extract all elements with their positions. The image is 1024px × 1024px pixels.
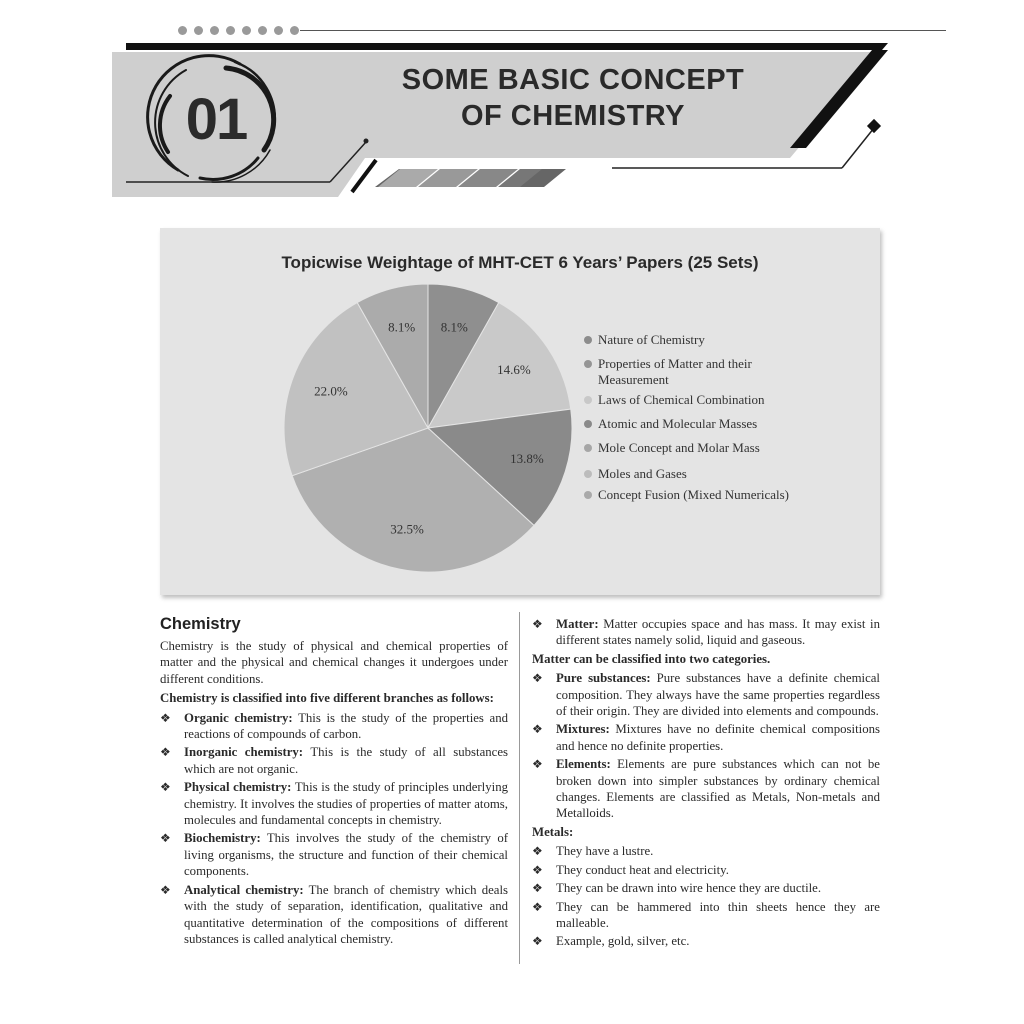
pie-data-label: 22.0%: [314, 383, 348, 399]
categories-list: [532, 670, 880, 822]
term-text: Pure substances have a definite chemical composition. They always have the same properties regardless of their origin. They are divided into elements and compounds.: [556, 671, 880, 719]
branches-list: [160, 710, 508, 948]
list-item: [532, 843, 880, 859]
right-column: [532, 616, 880, 952]
legend-label: Laws of Chemical Combination: [598, 392, 765, 407]
diamond-bullet-icon: ❖: [532, 722, 543, 737]
legend-swatch: [584, 420, 592, 428]
legend-label: Mole Concept and Molar Mass: [598, 440, 760, 455]
pie-data-label: 32.5%: [390, 521, 424, 537]
legend-item: [584, 332, 848, 348]
legend-label: Moles and Gases: [598, 466, 687, 481]
legend-swatch: [584, 360, 592, 368]
diamond-bullet-icon: ❖: [532, 757, 543, 772]
pie-data-label: 8.1%: [388, 319, 416, 335]
term-text: Mixtures have no definite chemical compositions and hence no definite properties.: [556, 722, 880, 753]
list-item: [532, 899, 880, 932]
metal-property: They can be hammered into thin sheets hence they are malleable.: [556, 899, 880, 930]
categories-heading: Matter can be classified into two categories.: [532, 651, 771, 666]
metal-property: They can be drawn into wire hence they are ductile.: [556, 881, 822, 896]
diamond-bullet-icon: ❖: [160, 710, 171, 725]
chapter-title-line2: OF CHEMISTRY: [460, 100, 686, 132]
list-item: [160, 779, 508, 828]
term: Physical chemistry:: [184, 780, 292, 795]
list-item: [160, 744, 508, 777]
chapter-title: [380, 62, 766, 134]
term: Elements:: [556, 757, 611, 772]
term-text: This involves the study of the chemistry of living organisms, the structure and function of their chemical components.: [184, 831, 508, 879]
metals-heading: Metals:: [532, 824, 574, 839]
diamond-bullet-icon: ❖: [532, 671, 543, 686]
column-divider: [519, 612, 520, 964]
list-item: [160, 830, 508, 879]
chapter-title-line1: SOME BASIC CONCEPT: [401, 64, 745, 96]
legend-item: [584, 356, 848, 388]
legend-label: Nature of Chemistry: [598, 332, 705, 347]
legend-label: Atomic and Molecular Masses: [598, 416, 758, 431]
diamond-bullet-icon: ❖: [532, 844, 543, 859]
term: Mixtures:: [556, 722, 610, 737]
list-item: [532, 880, 880, 896]
term-text: Elements are pure substances which can not be broken down into simpler substances by ordinary chemical changes. Elements are classified as Metals, Non-metals and Metalloids.: [556, 757, 880, 821]
legend-item: [584, 392, 848, 408]
term-text: This is the study of the properties and reactions of compounds of carbon.: [184, 710, 509, 742]
diamond-bullet-icon: ❖: [532, 881, 543, 896]
term-text: The branch of chemistry which deals with the study of separation, identification, qualitative and quantitative determination of the compositions of different substances is called analytical chemistry.: [184, 882, 508, 946]
list-item: [532, 756, 880, 822]
diamond-bullet-icon: ❖: [532, 617, 543, 631]
metal-property: They have a lustre.: [556, 844, 654, 859]
pie-data-label: 14.6%: [497, 361, 531, 377]
list-item: [532, 933, 880, 949]
branches-heading: Chemistry is classified into five different branches as follows:: [160, 691, 494, 706]
diamond-bullet-icon: ❖: [532, 934, 543, 949]
list-item: [532, 670, 880, 719]
metals-list: [532, 843, 880, 949]
list-item: [160, 882, 508, 948]
legend-swatch: [584, 396, 592, 404]
legend-item: [584, 466, 848, 482]
legend-swatch: [584, 336, 592, 344]
list-item: [160, 710, 508, 743]
list-item: [532, 862, 880, 878]
legend-swatch: [584, 444, 592, 452]
term-text: This is the study of principles underlying chemistry. It involves the studies of properties of matter atoms, molecules and fundamental concepts in chemistry.: [184, 780, 508, 828]
chart-title: Topicwise Weightage of MHT-CET 6 Years’ Papers (25 Sets): [281, 253, 759, 272]
term: Organic chemistry:: [184, 710, 293, 725]
legend-item: [584, 416, 848, 432]
term: Biochemistry:: [184, 831, 261, 846]
legend-item: [584, 487, 848, 503]
pie-data-label: 13.8%: [510, 451, 544, 467]
list-item-matter: [532, 616, 880, 649]
diamond-bullet-icon: ❖: [160, 882, 171, 897]
term: Pure substances:: [556, 671, 651, 686]
term: Analytical chemistry:: [184, 882, 304, 897]
legend-label: Concept Fusion (Mixed Numericals): [598, 487, 789, 502]
matter-list: [532, 616, 880, 649]
pie-chart: [160, 228, 880, 595]
list-item: [532, 721, 880, 754]
metal-property: Example, gold, silver, etc.: [556, 934, 690, 949]
section-heading-chemistry: Chemistry: [160, 615, 241, 633]
diamond-bullet-icon: ❖: [532, 862, 543, 877]
chapter-number: 01: [185, 87, 247, 152]
legend-label: Properties of Matter and their: [598, 356, 752, 371]
chemistry-intro: Chemistry is the study of physical and chemical properties of matter and the physical and chemical changes it undergoes under different conditions.: [160, 639, 508, 686]
legend-swatch: [584, 470, 592, 478]
matter-term: Matter:: [556, 617, 599, 631]
legend-swatch: [584, 491, 592, 499]
diamond-bullet-icon: ❖: [532, 899, 543, 914]
diamond-bullet-icon: ❖: [160, 780, 171, 795]
term: Inorganic chemistry:: [184, 745, 304, 760]
diamond-bullet-icon: ❖: [160, 745, 171, 760]
metal-property: They conduct heat and electricity.: [556, 862, 729, 877]
term-text: This is the study of all substances which are not organic.: [184, 745, 508, 776]
left-column: [160, 614, 508, 949]
pie-data-label: 8.1%: [440, 319, 468, 335]
legend-label: Measurement: [598, 372, 669, 387]
pie-chart-panel: [160, 228, 880, 595]
legend-item: [584, 440, 848, 456]
matter-text: Matter occupies space and has mass. It may exist in different states namely solid, liquid and gaseous.: [556, 617, 880, 648]
diamond-bullet-icon: ❖: [160, 831, 171, 846]
